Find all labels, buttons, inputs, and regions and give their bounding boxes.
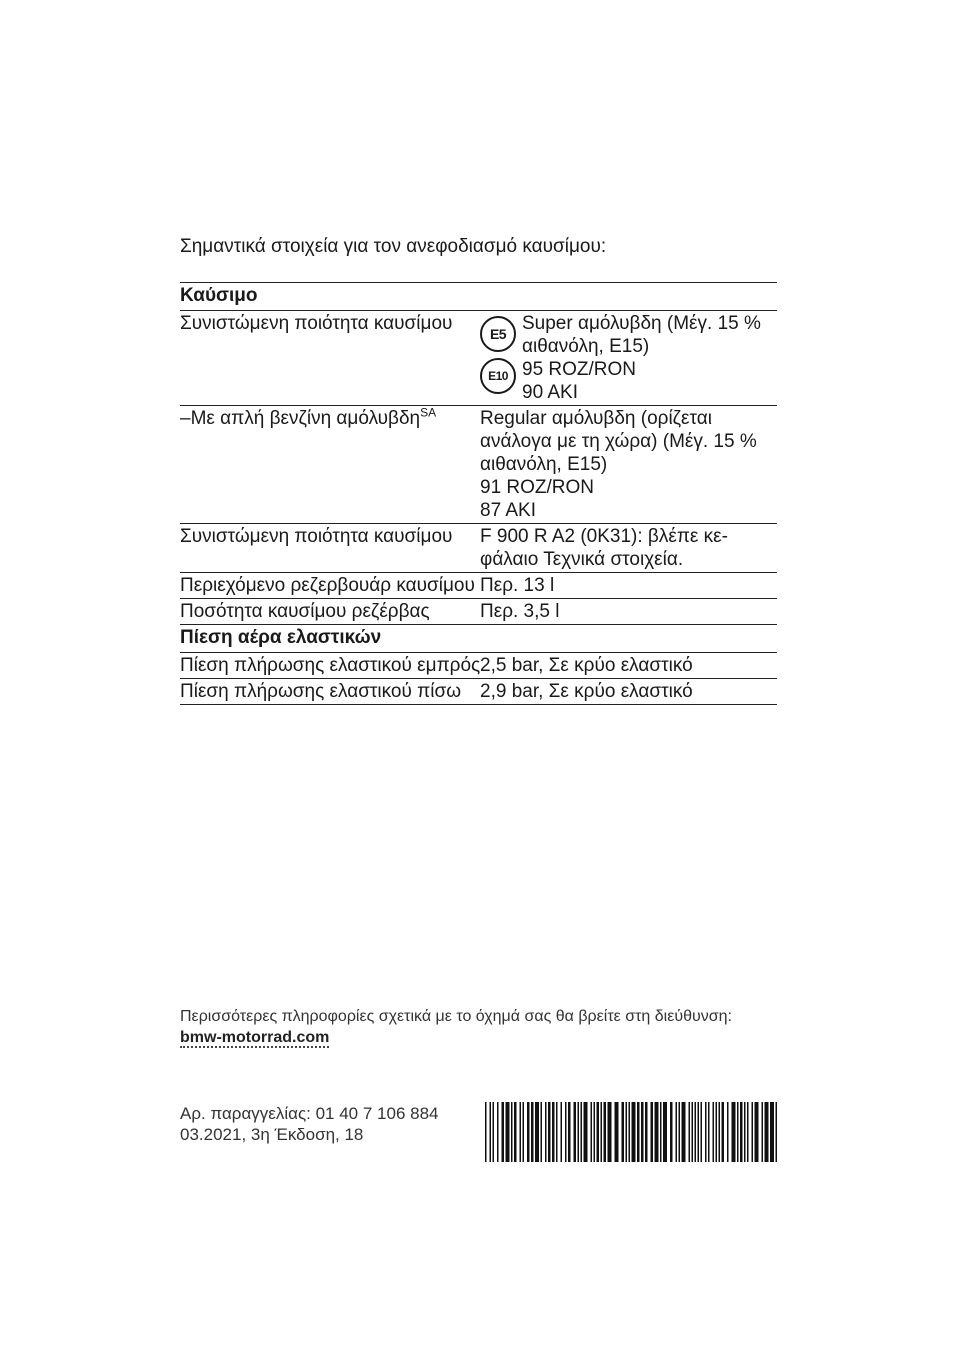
intro-text: Σημαντικά στοιχεία για τον ανεφοδιασμό καυσίμου: xyxy=(180,236,607,257)
value-line: 87 AKI xyxy=(480,500,536,521)
value-line: Super αμόλυβδη (Μέγ. 15 % xyxy=(522,313,761,334)
tank-capacity-row xyxy=(180,572,777,598)
recommended-fuel-a2-row xyxy=(180,523,777,572)
regular-fuel-value xyxy=(480,406,777,523)
front-tyre-row xyxy=(180,652,777,678)
recommended-fuel-lines xyxy=(522,312,761,404)
more-info-text: Περισσότερες πληροφορίες σχετικά με το όχημά σας θα βρείτε στη διεύθυνση: xyxy=(180,1008,732,1025)
tank-capacity-label: Περιεχόμενο ρεζερβουάρ καυσίμου xyxy=(180,575,475,596)
front-tyre-value: 2,5 bar, Σε κρύο ελαστικό xyxy=(480,655,693,676)
e10-fuel-icon: E10 xyxy=(480,358,516,394)
website-link[interactable]: bmw-motorrad.com xyxy=(180,1029,330,1046)
rear-tyre-row xyxy=(180,678,777,704)
order-number: Αρ. παραγγελίας: 01 40 7 106 884 xyxy=(180,1104,439,1123)
value-line: F 900 R A2 (0K31): βλέπε κε- xyxy=(480,526,728,547)
recommended-fuel-a2-value xyxy=(480,524,777,572)
value-line: ανάλογα με τη χώρα) (Μέγ. 15 % xyxy=(480,431,757,452)
recommended-fuel-a2-label: Συνιστώμενη ποιότητα καυσίμου xyxy=(180,526,453,547)
barcode-icon xyxy=(485,1102,777,1162)
reserve-value: Περ. 3,5 l xyxy=(480,601,560,622)
table-bottom-rule xyxy=(180,704,777,705)
reserve-label: Ποσότητα καυσίμου ρεζέρβας xyxy=(180,601,430,622)
recommended-fuel-row xyxy=(180,310,777,405)
order-info xyxy=(180,1103,439,1145)
fuel-heading: Καύσιμο xyxy=(180,282,777,310)
tyre-pressure-heading: Πίεση αέρα ελαστικών xyxy=(180,624,777,652)
recommended-fuel-value xyxy=(480,311,777,405)
regular-fuel-label: –Με απλή βενζίνη αμόλυβδη$^{SA}$ xyxy=(180,405,437,429)
recommended-fuel-label: Συνιστώμενη ποιότητα καυσίμου xyxy=(180,313,453,334)
rear-tyre-value: 2,9 bar, Σε κρύο ελαστικό xyxy=(480,681,693,702)
value-line: Regular αμόλυβδη (ορίζεται xyxy=(480,408,712,429)
regular-fuel-label-text: Με απλή βενζίνη αμόλυβδη xyxy=(190,408,421,429)
tank-capacity-value: Περ. 13 l xyxy=(480,575,555,596)
value-line: 90 AKI xyxy=(522,382,578,403)
e5-fuel-icon: E5 xyxy=(480,316,516,352)
edition-info: 03.2021, 3η Έκδοση, 18 xyxy=(180,1125,364,1144)
regular-fuel-row xyxy=(180,405,777,523)
reserve-row xyxy=(180,598,777,624)
front-tyre-label: Πίεση πλήρωσης ελαστικού εμπρός xyxy=(180,655,481,676)
fuel-badges xyxy=(480,312,522,404)
value-line: αιθανόλη, E15) xyxy=(480,454,608,475)
sa-superscript: SA xyxy=(420,405,437,420)
value-line: φάλαιο Τεχνικά στοιχεία. xyxy=(480,549,684,570)
value-line: 91 ROZ/RON xyxy=(480,477,595,498)
value-line: αιθανόλη, E15) xyxy=(522,336,650,357)
rear-tyre-label: Πίεση πλήρωσης ελαστικού πίσω xyxy=(180,681,462,702)
value-line: 95 ROZ/RON xyxy=(522,359,637,380)
specs-table xyxy=(180,282,777,705)
